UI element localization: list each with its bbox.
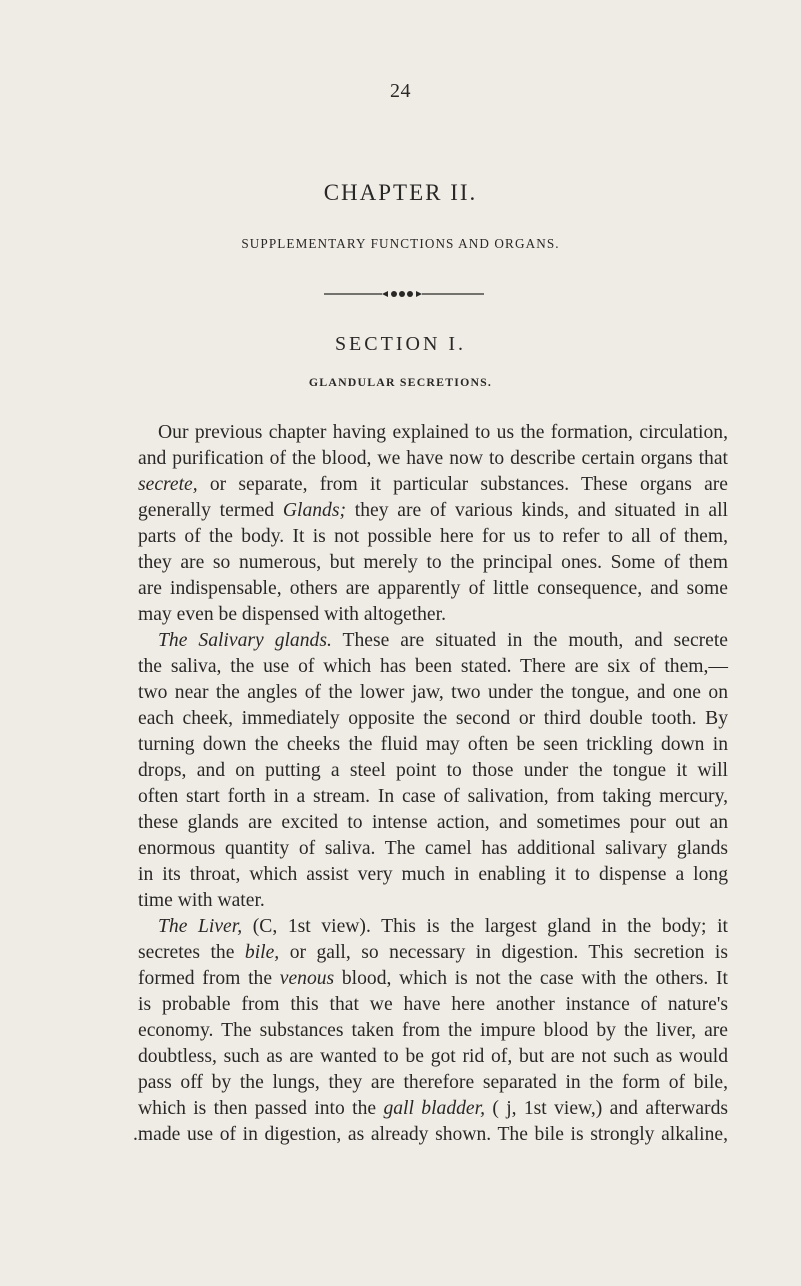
line-text: is probable from this that we have here another instance of nature's [138,994,728,1015]
paragraph-line [138,732,728,758]
emphasis-text: bile, [244,942,280,963]
emphasis-text: Glands; [282,500,346,521]
chapter-subtitle: SUPPLEMENTARY FUNCTIONS AND ORGANS. [241,236,560,251]
line-text: are indispensable, others are apparently of little consequence, and some [138,578,728,599]
section-title: SECTION I. [334,333,467,355]
paragraph-line [138,836,728,862]
paragraph-line [138,680,728,706]
paragraph-line [138,446,728,472]
paragraph-line [138,810,728,836]
paragraph-line [138,602,728,628]
line-text: parts of the body. It is not possible here for us to refer to all of them, [138,526,728,547]
line-text: drops, and on putting a steel point to those under the tongue it will [138,760,728,781]
line-text: or gall, so necessary in digestion. This secretion is [279,942,728,963]
line-text: which is then passed into the [138,1098,384,1119]
paragraph-line [138,1096,728,1122]
line-text: Our previous chapter having explained to us the formation, circulation, [158,422,728,443]
line-text: pass off by the lungs, they are therefore separated in the form of bile, [138,1072,728,1093]
paragraph-line [158,420,728,446]
emphasis-text: venous [279,968,335,989]
line-text: they are of various kinds, and situated in all [345,500,728,521]
emphasis-text: The Salivary glands. [158,630,332,651]
line-text: secretes the [138,942,245,963]
page-number: 24 [390,80,411,102]
line-text: and purification of the blood, we have now to describe certain organs that [138,448,728,469]
line-text: in its throat, which assist very much in enabling it to dispense a long [138,864,728,885]
section-subtitle: GLANDULAR SECRETIONS. [308,375,493,389]
paragraph-line [138,992,728,1018]
paragraph-line [138,862,728,888]
line-text: These are situated in the mouth, and secrete [331,630,728,651]
paragraph-line [138,654,728,680]
line-text: two near the angles of the lower jaw, two under the tongue, and one on [138,682,728,703]
paragraph-line [133,1122,728,1148]
line-text: each cheek, immediately opposite the second or third double tooth. By [138,708,728,729]
paragraph-line [138,784,728,810]
line-text: the saliva, the use of which has been stated. There are six of them,— [138,656,728,677]
paragraph-line [138,940,728,966]
emphasis-text: gall bladder, [383,1098,485,1119]
line-text: time with water. [138,890,265,911]
line-text: formed from the [138,968,280,989]
paragraph-line [138,498,728,524]
line-text: (C, 1st view). This is the largest gland in the body; it [242,916,729,937]
line-text: enormous quantity of saliva. The camel has additional salivary glands [138,838,728,859]
paragraph-line [138,966,728,992]
line-text: blood, which is not the case with the others. It [334,968,728,989]
line-text: often start forth in a stream. In case of salivation, from taking mercury, [138,786,728,807]
line-text: may even be dispensed with altogether. [138,604,446,625]
ornamental-divider [324,289,484,299]
line-text: .made use of in digestion, as already shown. The bile is strongly alkaline, [133,1124,728,1145]
paragraph-line [138,758,728,784]
line-text: doubtless, such as are wanted to be got rid of, but are not such as would [138,1046,728,1067]
paragraph-line [158,914,728,940]
line-text: generally termed [138,500,283,521]
emphasis-text: The Liver, [158,916,243,937]
chapter-title: CHAPTER II. [323,180,478,205]
paragraph-line [158,628,728,654]
line-text: or separate, from it particular substances. These organs are [197,474,728,495]
paragraph-line [138,576,728,602]
paragraph-line [138,1070,728,1096]
paragraph-line [138,1044,728,1070]
line-text: ( j, 1st view,) and afterwards [484,1098,729,1119]
paragraph-line [138,524,728,550]
paragraph-line [138,1018,728,1044]
line-text: turning down the cheeks the fluid may often be seen trickling down in [138,734,728,755]
paragraph-line [138,472,728,498]
line-text: economy. The substances taken from the impure blood by the liver, are [138,1020,728,1041]
line-text: these glands are excited to intense action, and sometimes pour out an [138,812,728,833]
line-text: they are so numerous, but merely to the principal ones. Some of them [138,552,728,573]
paragraph-line [138,550,728,576]
paragraph-line [138,888,728,914]
paragraph-line [138,706,728,732]
emphasis-text: secrete, [138,474,198,495]
